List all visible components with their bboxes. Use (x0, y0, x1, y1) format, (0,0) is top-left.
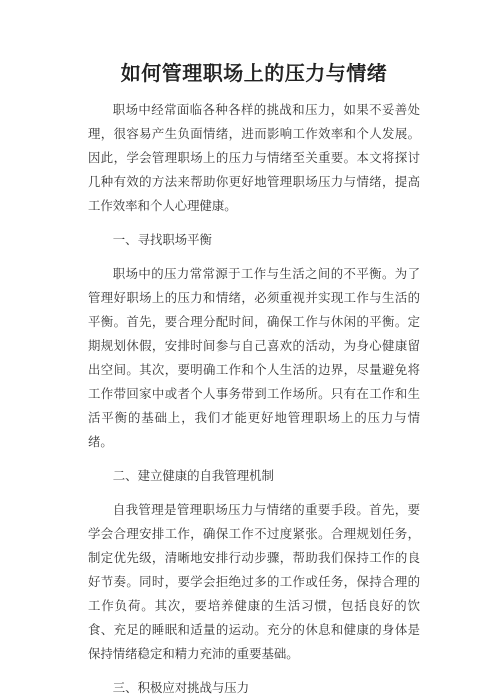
document-title: 如何管理职场上的压力与情绪 (120, 61, 388, 85)
section-body-2: 自我管理是管理职场压力与情绪的重要手段。首先，要学会合理安排工作，确保工作不过度紧张。合理规划任务，制定优先级，清晰地安排行动步骤，帮助我们保持工作的良好节奏。同时，要学会拒绝过多的工作或任务，保持合理的工作负荷。其次，要培养健康的生活习惯，包括良好的饮食、充足的睡眠和适量的运动。充分的休息和健康的身体是保持情绪稳定和精力充沛的重要基础。 (88, 502, 420, 661)
section-body-1: 职场中的压力常常源于工作与生活之间的不平衡。为了管理好职场上的压力和情绪，必须重视并实现工作与生活的平衡。首先，要合理分配时间，确保工作与休闲的平衡。定期规划休假，安排时间参与自己喜欢的活动，为身心健康留出空间。其次，要明确工作和个人生活的边界，尽量避免将工作带回家中或者个人事务带到工作场所。只有在工作和生活平衡的基础上，我们才能更好地管理职场上的压力与情绪。 (88, 266, 420, 449)
section-heading-1: 一、寻找职场平衡 (112, 232, 212, 247)
section-heading-2: 二、建立健康的自我管理机制 (112, 468, 274, 483)
section-heading-3: 三、积极应对挑战与压力 (112, 680, 250, 695)
intro-paragraph: 职场中经常面临各种各样的挑战和压力，如果不妥善处理，很容易产生负面情绪，进而影响工作效率和个人发展。因此，学会管理职场上的压力与情绪至关重要。本文将探讨几种有效的方法来帮助你更好地管理职场压力与情绪，提高工作效率和个人心理健康。 (88, 102, 420, 213)
